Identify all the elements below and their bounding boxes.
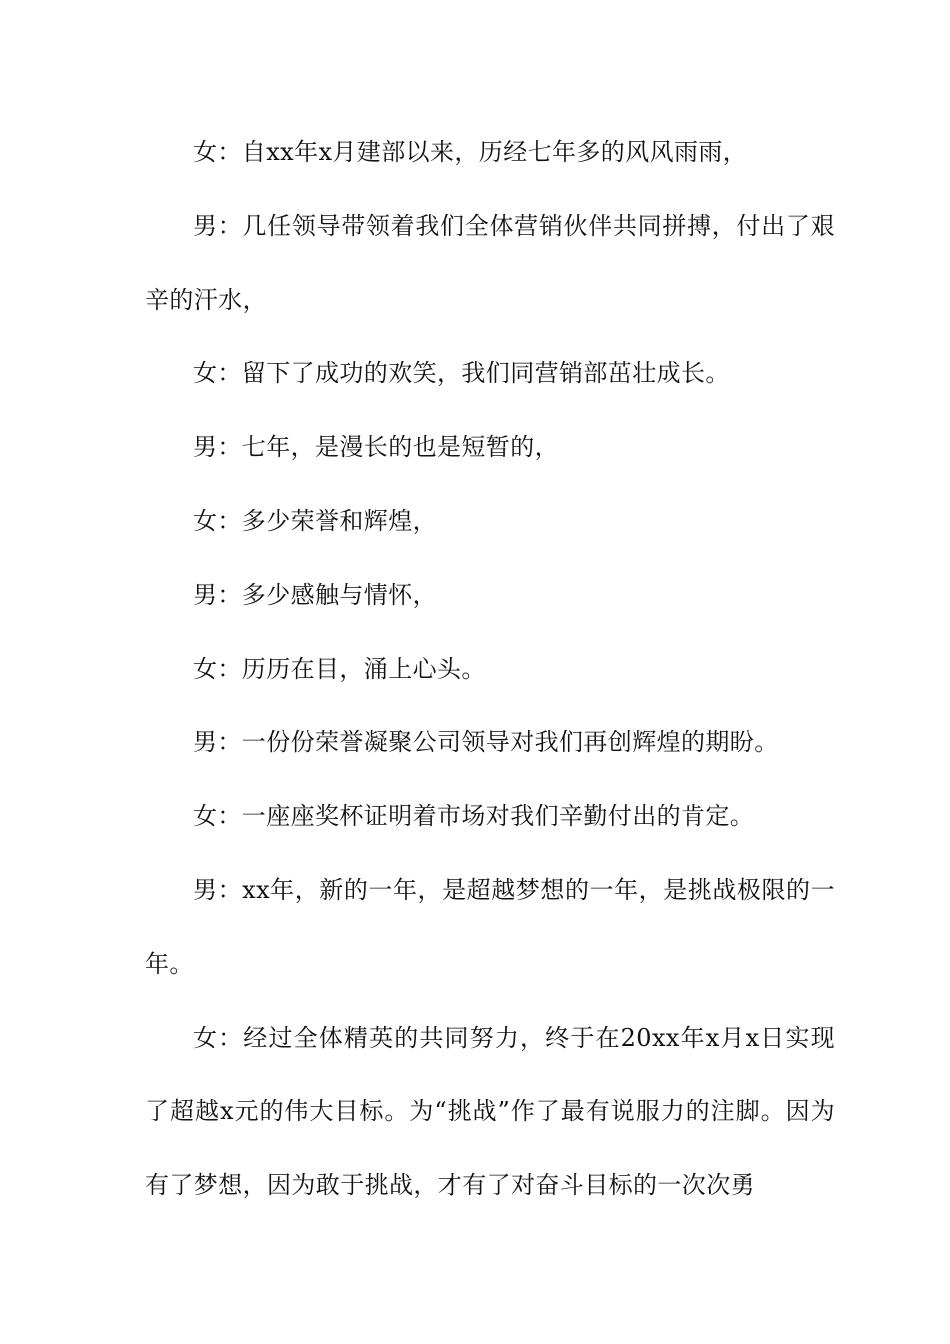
paragraph-6: 男：多少感触与情怀， xyxy=(193,580,437,609)
paragraph-8: 男：一份份荣誉凝聚公司领导对我们再创辉煌的期盼。 xyxy=(193,728,779,757)
document-body xyxy=(145,116,835,1223)
paragraph-3: 女：留下了成功的欢笑，我们同营销部茁壮成长。 xyxy=(193,359,730,388)
paragraph-4: 男：七年，是漫长的也是短暂的， xyxy=(193,433,559,462)
paragraph-10: 男：xx年，新的一年，是超越梦想的一年，是挑战极限的一年。 xyxy=(145,875,835,978)
paragraph-7: 女：历历在目，涌上心头。 xyxy=(193,654,486,683)
paragraph-1: 女：自xx年x月建部以来，历经七年多的风风雨雨， xyxy=(193,138,748,166)
paragraph-2: 男：几任领导带领着我们全体营销伙伴共同拼搏，付出了艰辛的汗水， xyxy=(145,211,835,314)
paragraph-9: 女：一座座奖杯证明着市场对我们辛勤付出的肯定。 xyxy=(193,802,755,831)
paragraph-5: 女：多少荣誉和辉煌， xyxy=(193,506,437,535)
paragraph-11: 女：经过全体精英的共同努力，终于在20xx年x月x日实现了超越x元的伟大目标。为“挑战”作了最有说服力的注脚。因为有了梦想，因为敢于挑战，才有了对奋斗目标的一次次勇 xyxy=(145,1023,835,1200)
